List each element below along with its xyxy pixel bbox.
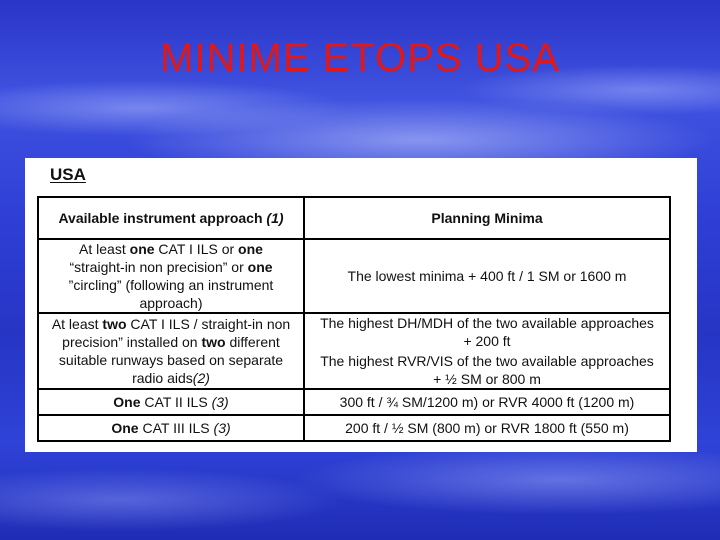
approach-cell: [38, 389, 304, 415]
table-row: [38, 313, 670, 389]
approach-count: one: [238, 241, 263, 257]
approach-cell: [38, 313, 304, 389]
approach-text: ”circling” (following an instrument approach): [68, 277, 274, 311]
header-minima: Planning Minima: [304, 197, 670, 239]
header-approach-text: Available instrument approach: [58, 210, 263, 226]
approach-text: different suitable runways based on separate radio aids: [58, 334, 284, 386]
approach-text: CAT III ILS: [138, 420, 214, 436]
minima-cell: [304, 415, 670, 441]
slide-title: MINIME ETOPS USA: [160, 36, 560, 80]
approach-cell: [38, 415, 304, 441]
header-approach: [38, 197, 304, 239]
minima-text: The lowest minima + 400 ft / 1 SM or 1600 m: [347, 268, 627, 284]
minima-cell: [304, 389, 670, 415]
approach-count: two: [201, 334, 226, 350]
approach-text: CAT I ILS / straight-in non precision” installed on: [62, 316, 291, 350]
table-row: [38, 239, 670, 313]
approach-count: One: [111, 420, 139, 436]
minima-text: The highest RVR/VIS of the two available approaches: [320, 353, 654, 369]
approach-count: one: [247, 259, 273, 275]
minima-text: 200 ft / ½ SM (800 m) or RVR 1800 ft (550 m): [345, 420, 629, 436]
section-label: USA: [50, 165, 86, 184]
approach-ref: (3): [211, 394, 229, 410]
minima-text: + 200 ft: [463, 333, 511, 349]
approach-text: At least: [51, 316, 103, 332]
approach-count: One: [113, 394, 141, 410]
header-approach-ref: (1): [266, 210, 284, 226]
approach-text: CAT I ILS or: [154, 241, 239, 257]
approach-cell: [38, 239, 304, 313]
table-header-row: [38, 197, 670, 239]
table-row: [38, 415, 670, 441]
approach-text: “straight-in non precision” or: [69, 259, 248, 275]
minima-table: [37, 196, 671, 442]
minima-cell: [304, 313, 670, 389]
approach-text: At least: [79, 241, 130, 257]
approach-text: CAT II ILS: [140, 394, 212, 410]
approach-count: one: [129, 241, 155, 257]
minima-text: 300 ft / ¾ SM/1200 m) or RVR 4000 ft (1200 m): [339, 394, 635, 410]
minima-text: + ½ SM or 800 m: [433, 371, 541, 387]
approach-ref: (2): [192, 370, 210, 386]
minima-cell: [304, 239, 670, 313]
approach-count: two: [102, 316, 127, 332]
minima-text: The highest DH/MDH of the two available approaches: [320, 315, 654, 331]
table-row: [38, 389, 670, 415]
document-panel: [25, 158, 697, 452]
approach-ref: (3): [213, 420, 231, 436]
